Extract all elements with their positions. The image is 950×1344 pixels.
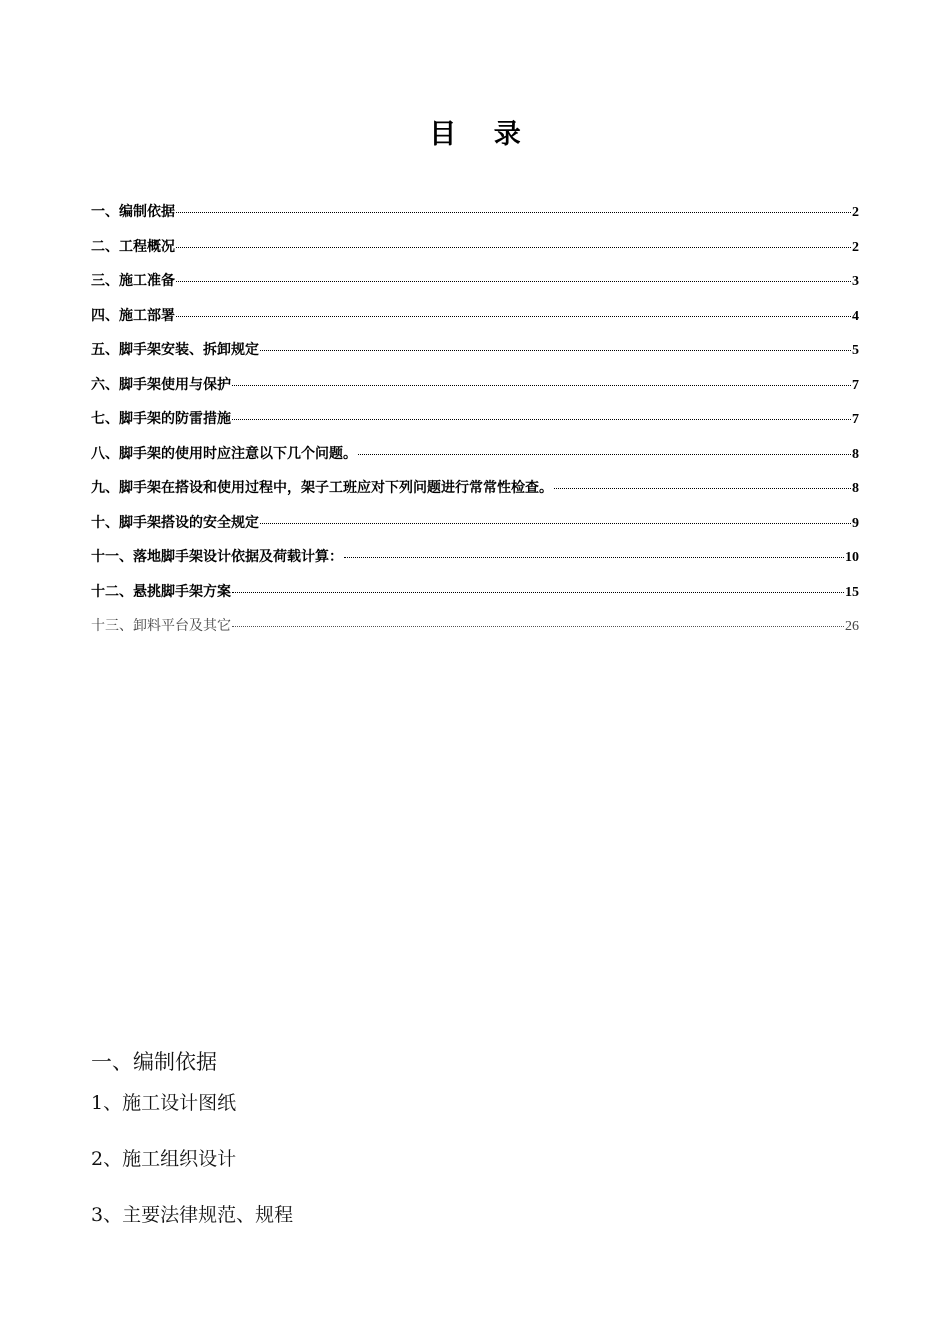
section-heading: 一、编制依据 <box>91 1050 217 1074</box>
section-list-item: 2、施工组织设计 <box>91 1148 237 1170</box>
toc-dot-leader <box>260 523 851 524</box>
toc-entry[interactable] <box>91 236 859 271</box>
toc-entry-label: 三、施工准备 <box>91 273 175 289</box>
toc-dot-leader <box>232 592 844 593</box>
toc-entry-page: 15 <box>845 584 859 600</box>
toc-entry[interactable] <box>91 546 859 581</box>
toc-entry[interactable] <box>91 581 859 616</box>
toc-entry-page: 2 <box>852 205 859 220</box>
toc-entry[interactable] <box>91 305 859 340</box>
toc-entry[interactable] <box>91 408 859 443</box>
toc-entry-label: 二、工程概况 <box>91 238 175 255</box>
toc-entry[interactable] <box>91 374 859 409</box>
toc-dot-leader <box>176 281 851 282</box>
toc-dot-leader <box>232 385 851 386</box>
toc-entry-page: 2 <box>852 239 859 255</box>
toc-entry[interactable] <box>91 339 859 374</box>
toc-dot-leader <box>344 557 844 558</box>
toc-dot-leader <box>176 212 851 213</box>
toc-entry[interactable] <box>91 512 859 547</box>
toc-entry[interactable] <box>91 270 859 305</box>
toc-entry-label: 十三、卸料平台及其它 <box>91 618 231 634</box>
section-compilation-basis <box>91 1046 861 1256</box>
toc-title: 目 录 <box>429 119 535 150</box>
toc-entry-page: 7 <box>852 412 859 427</box>
toc-entry[interactable] <box>91 615 859 650</box>
toc-entry[interactable] <box>91 443 859 478</box>
toc-dot-leader <box>358 454 851 455</box>
toc-entry-label: 七、脚手架的防雷措施 <box>91 411 231 427</box>
toc-entry-label: 十、脚手架搭设的安全规定 <box>91 514 259 531</box>
toc-entry-label: 九、脚手架在搭设和使用过程中，架子工班应对下列问题进行常常性检查。 <box>91 480 553 496</box>
toc-dot-leader <box>232 419 851 420</box>
toc-entry-page: 3 <box>852 274 859 289</box>
toc-entry-page: 5 <box>852 343 859 358</box>
toc-dot-leader <box>176 247 851 248</box>
section-list-item: 1、施工设计图纸 <box>91 1092 237 1114</box>
toc-entry[interactable] <box>91 477 859 512</box>
toc-entry-label: 五、脚手架安装、拆卸规定 <box>91 342 259 358</box>
toc-entry[interactable] <box>91 201 859 236</box>
toc-dot-leader <box>260 350 851 351</box>
toc-entry-page: 7 <box>852 377 859 393</box>
toc-dot-leader <box>554 488 851 489</box>
toc-entry-page: 8 <box>852 446 859 462</box>
toc-entry-page: 26 <box>845 619 859 634</box>
toc-entry-label: 四、施工部署 <box>91 307 175 324</box>
toc-entry-label: 六、脚手架使用与保护 <box>91 376 231 393</box>
toc-entry-page: 10 <box>845 550 859 565</box>
toc-entry-label: 十一、落地脚手架设计依据及荷载计算： <box>91 549 343 565</box>
toc-entry-page: 9 <box>852 515 859 531</box>
table-of-contents <box>91 201 859 650</box>
toc-entry-label: 十二、悬挑脚手架方案 <box>91 583 231 600</box>
toc-entry-page: 4 <box>852 308 859 324</box>
toc-entry-page: 8 <box>852 481 859 496</box>
section-list-item: 3、主要法律规范、规程 <box>91 1204 294 1226</box>
toc-dot-leader <box>232 626 844 627</box>
toc-dot-leader <box>176 316 851 317</box>
toc-entry-label: 八、脚手架的使用时应注意以下几个问题。 <box>91 445 357 462</box>
toc-entry-label: 一、编制依据 <box>91 204 175 220</box>
